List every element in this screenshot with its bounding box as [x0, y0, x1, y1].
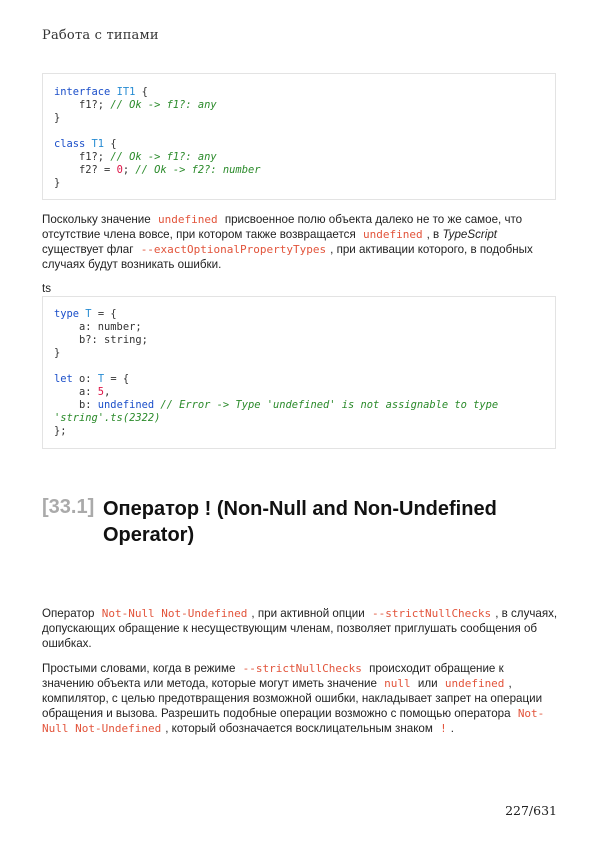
inline-code: --exactOptionalPropertyTypes [140, 243, 327, 256]
section-number: [33.1] [42, 496, 95, 518]
code-keyword: type [54, 308, 80, 320]
code-comment: 'string'.ts(2322) [54, 412, 161, 424]
code-comment: // Ok -> f1?: any [110, 151, 217, 163]
text: , в случаях, допускающих обращение к несуществующим членам, позволяет приглушать сообщения об ошибках. [42, 607, 558, 650]
code-keyword: class [54, 138, 86, 150]
code-type-name: T [85, 308, 92, 320]
text: Оператор [42, 607, 95, 620]
code-text: f1?; [54, 151, 111, 163]
code-keyword: let [54, 373, 73, 385]
code-text: f2? = [54, 164, 117, 176]
page-number: 227/631 [505, 803, 557, 818]
text: существует флаг [42, 243, 134, 256]
code-language-label: ts [42, 282, 52, 295]
code-type-name: T [97, 373, 105, 385]
text: происходит обращение к значению объекта или метода, которые могут иметь значение [42, 662, 504, 690]
inline-code: Not-Null Not-Undefined [42, 707, 545, 735]
running-header: Работа с типами [42, 28, 159, 43]
inline-code: undefined [444, 677, 505, 690]
code-comment: // Error -> Type 'undefined' is not assignable to type [154, 399, 499, 411]
inline-code: Not-Null Not-Undefined [101, 607, 248, 620]
code-text: = { [104, 373, 130, 385]
inline-code: null [384, 677, 411, 690]
code-text: o: [72, 373, 98, 385]
code-text: b?: string; [54, 334, 148, 346]
inline-code: ! [440, 722, 447, 735]
code-text: = { [91, 308, 117, 320]
inline-code: undefined [157, 213, 218, 226]
text: , который обозначается восклицательным знаком [165, 722, 433, 735]
code-type-name: IT1 [116, 86, 136, 98]
code-number: 0 [116, 164, 123, 176]
code-text: } [54, 177, 61, 189]
paragraph-operator-intro [42, 606, 558, 651]
code-text: }; [54, 425, 67, 437]
code-text: a: number; [54, 321, 142, 333]
code-comment: // Ok -> f1?: any [110, 99, 217, 111]
text: , в [426, 228, 440, 241]
code-comment: // Ok -> f2?: number [135, 164, 261, 176]
code-text: b: [54, 399, 98, 411]
code-text: } [54, 112, 61, 124]
code-block-interface [42, 73, 556, 200]
code-keyword: interface [54, 86, 111, 98]
text: , компилятор, с целью предотвращения возможной ошибки, накладывает запрет на операции обращения и вызова. Разрешить подобные операции возможно с помощью оператора [42, 677, 543, 720]
text: или [417, 677, 438, 690]
code-text: } [54, 347, 61, 359]
code-type-name: T1 [91, 138, 105, 150]
text: присвоенное полю объекта далеко не то же самое, что отсутствие члена вовсе, при котором также возвращается [42, 213, 523, 241]
text: Простыми словами, когда в режиме [42, 662, 236, 675]
code-text: f1?; [54, 99, 111, 111]
text: , при активации которого, в подобных случаях будут возникать ошибки. [42, 243, 533, 271]
code-keyword: undefined [97, 399, 155, 411]
code-number: 5 [97, 386, 105, 398]
code-block-type-error [42, 296, 556, 449]
italic-term: TypeScript [442, 228, 498, 241]
code-text: , [104, 386, 111, 398]
code-text: { [104, 138, 117, 150]
inline-code: --strictNullChecks [371, 607, 492, 620]
paragraph-exact-optional [42, 212, 558, 272]
text: . [450, 722, 454, 735]
text: Поскольку значение [42, 213, 151, 226]
paragraph-operator-detail [42, 661, 558, 736]
section-title: Оператор ! (Non-Null and Non-Undefined Operator) [103, 498, 497, 546]
text: , при активной опции [251, 607, 365, 620]
code-text: { [135, 86, 148, 98]
code-text: ; [122, 164, 136, 176]
code-text: a: [54, 386, 98, 398]
inline-code: undefined [363, 228, 423, 241]
inline-code: --strictNullChecks [242, 662, 362, 675]
